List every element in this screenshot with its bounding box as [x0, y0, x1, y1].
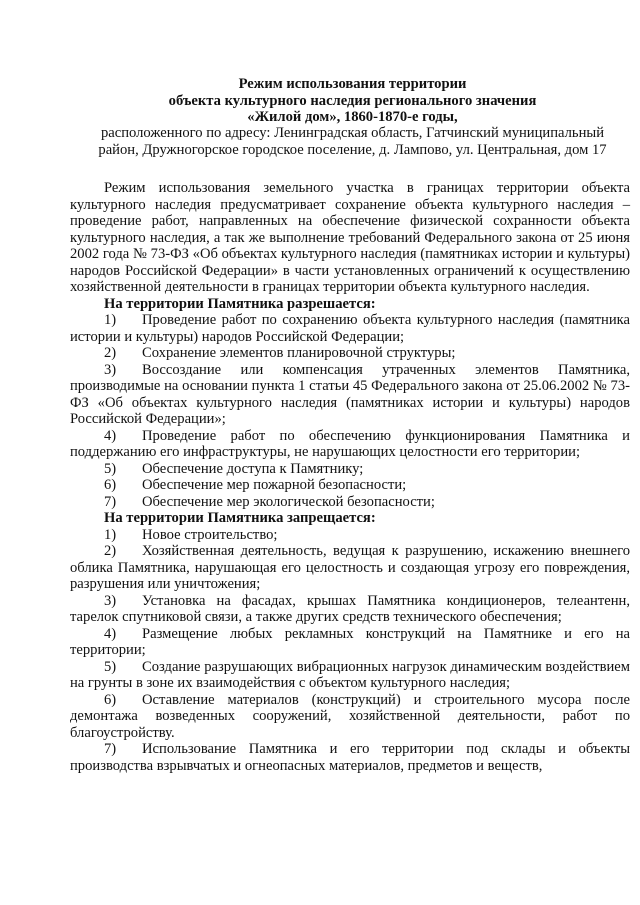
- allowed-item-6: [70, 477, 630, 494]
- list-item-number: 3): [104, 361, 117, 378]
- title-line-3: «Жилой дом», 1860-1870-е годы,: [247, 109, 458, 125]
- list-item-number: 3): [104, 592, 117, 609]
- allowed-heading: На территории Памятника разрешается:: [104, 295, 376, 312]
- list-item-text: Размещение любых рекламных конструкций на Памятнике и его на территории;: [70, 625, 630, 658]
- forbidden-item-1: [70, 527, 630, 544]
- title-line-2: объекта культурного наследия регионального значения: [168, 92, 537, 109]
- list-item-number: 4): [104, 625, 117, 642]
- list-item-number: 2): [104, 345, 117, 361]
- forbidden-item-3: [70, 593, 630, 626]
- forbidden-item-5: [70, 659, 630, 692]
- list-item-number: 5): [104, 658, 117, 675]
- allowed-item-2: [70, 345, 630, 362]
- list-item-number: 7): [104, 741, 117, 757]
- allowed-list: [70, 312, 630, 510]
- list-item-text: Сохранение элементов планировочной структуры;: [142, 345, 456, 361]
- address-line-2: район, Дружногорское городское поселение, д. Лампово, ул. Центральная, дом 17: [98, 141, 607, 158]
- allowed-item-7: [70, 494, 630, 511]
- list-item-text: Обеспечение мер пожарной безопасности;: [142, 477, 407, 493]
- list-item-text: Новое строительство;: [142, 526, 278, 543]
- list-item-text: Создание разрушающих вибрационных нагрузок динамическим воздействием на грунты в зоне их взаимодействия с объектом культурного наследия;: [70, 658, 630, 691]
- list-item-text: Использование Памятника и его территории под склады и объекты производства взрывчатых и огнеопасных материалов, предметов и веществ,: [70, 741, 630, 774]
- list-item-number: 4): [104, 427, 117, 444]
- forbidden-heading: На территории Памятника запрещается:: [104, 510, 376, 526]
- list-item-text: Оставление материалов (конструкций) и строительного мусора после демонтажа возведенных сооружений, хозяйственной деятельности, работ по благоустройству.: [70, 691, 630, 741]
- allowed-item-3: [70, 362, 630, 428]
- list-item-number: 6): [104, 691, 117, 708]
- list-item-number: 1): [104, 312, 117, 328]
- document-title: [70, 76, 635, 126]
- allowed-item-4: [70, 428, 630, 461]
- list-item-text: Хозяйственная деятельность, ведущая к разрушению, искажению внешнего облика Памятника, нарушающая его целостность и создающая угрозу его повреждения, разрушения или уничтожения;: [70, 543, 630, 592]
- list-item-number: 7): [104, 493, 117, 510]
- allowed-item-1: [70, 312, 630, 345]
- address-line-1: расположенного по адресу: Ленинградская область, Гатчинский муниципальный: [100, 125, 605, 141]
- forbidden-item-4: [70, 626, 630, 659]
- forbidden-list: [70, 527, 630, 775]
- list-item-number: 5): [104, 460, 117, 477]
- title-line-1: Режим использования территории: [238, 76, 467, 92]
- list-item-text: Обеспечение доступа к Памятнику;: [142, 460, 364, 477]
- forbidden-item-6: [70, 692, 630, 742]
- list-item-text: Воссоздание или компенсация утраченных элементов Памятника, производимые на основании пункта 1 статьи 45 Федерального закона от 25.06.2002 № 73-ФЗ «Об объектах культурного наследия (памятниках истории и культуры) народов Российской Федерации»;: [70, 361, 630, 427]
- list-item-text: Проведение работ по обеспечению функционирования Памятника и поддержанию его инфраструктуры, не нарушающих целостности его территории;: [70, 427, 630, 460]
- list-item-number: 1): [104, 526, 117, 543]
- list-item-text: Обеспечение мер экологической безопасности;: [142, 493, 435, 510]
- document-body: [70, 180, 630, 774]
- forbidden-item-7: [70, 741, 630, 774]
- list-item-number: 2): [104, 543, 117, 559]
- list-item-text: Проведение работ по сохранению объекта культурного наследия (памятника истории и культуры) народов Российской Федерации;: [70, 312, 630, 345]
- forbidden-item-2: [70, 543, 630, 593]
- list-item-number: 6): [104, 477, 117, 493]
- allowed-item-5: [70, 461, 630, 478]
- list-item-text: Установка на фасадах, крышах Памятника кондиционеров, телеантенн, тарелок спутниковой связи, а также других средств технического обеспечения;: [70, 592, 630, 625]
- intro-paragraph: Режим использования земельного участка в границах территории объекта культурного наследия предусматривает сохранение объекта культурного наследия – проведение работ, направленных на обеспечение физической сохранности объекта культурного наследия, а так же выполнение требований Федерального закона от 25 июня 2002 года № 73-ФЗ «Об объектах культурного наследия (памятниках истории и культуры) народов Российской Федерации» в части установленных ограничений к осуществлению хозяйственной деятельности в границах территории объекта культурного наследия.: [70, 180, 630, 295]
- object-address: [70, 125, 635, 158]
